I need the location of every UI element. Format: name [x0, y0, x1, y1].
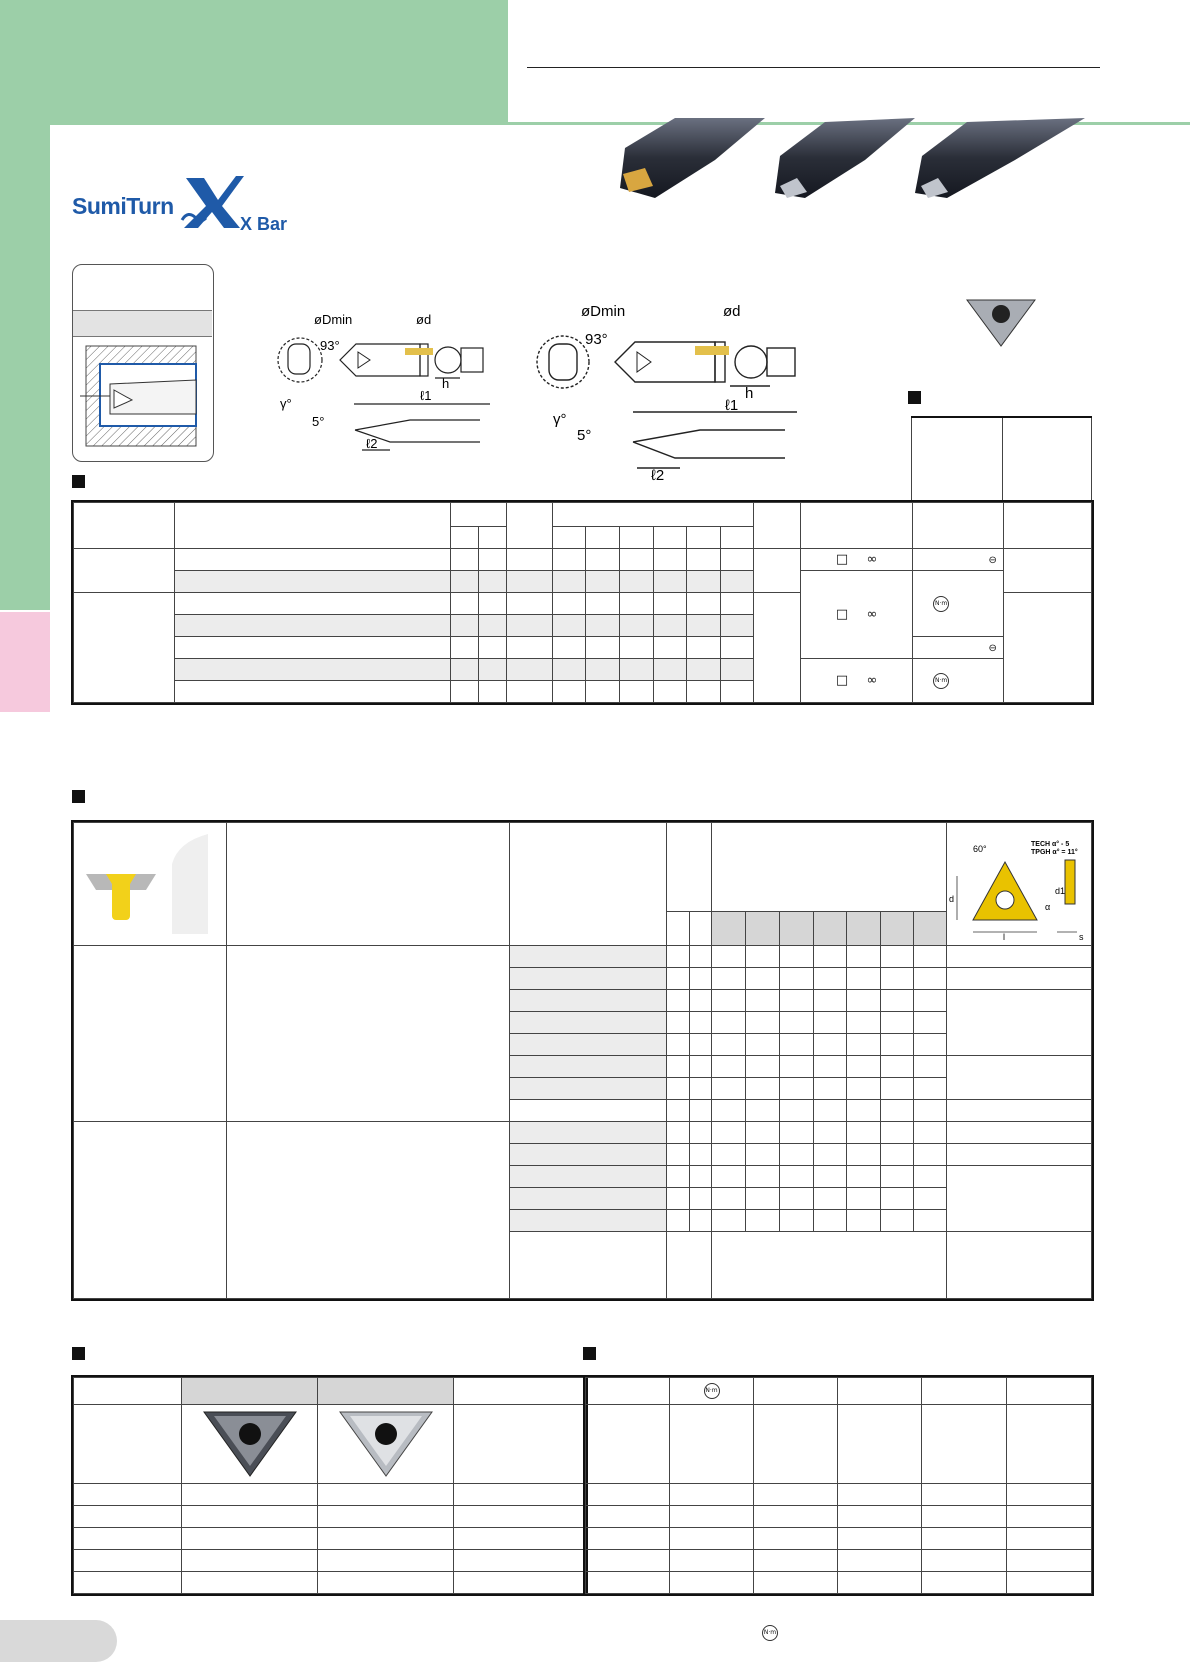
table-row — [586, 1484, 1092, 1506]
section-marker-parts — [908, 391, 921, 404]
table-row — [586, 1550, 1092, 1572]
d-label-large: ød — [723, 303, 741, 320]
h-label: h — [442, 376, 450, 391]
screw-icon: ⊖ — [988, 642, 997, 654]
clamp-square-icon: □ — [835, 607, 849, 622]
gamma-label: γ° — [280, 396, 292, 411]
boring-cross-section-diagram — [80, 340, 202, 452]
insert-spec-table — [73, 822, 1092, 1299]
table-row — [74, 1550, 586, 1572]
insert-angle-label: 60° — [973, 843, 987, 854]
angle-side-label-large: 5° — [577, 427, 592, 444]
table-row — [74, 571, 1092, 593]
insert-note-1: TECH α° - 5 — [1031, 840, 1070, 848]
d-label: ød — [416, 312, 432, 327]
table-row — [74, 1572, 586, 1594]
l1-label-large: ℓ1 — [725, 397, 739, 414]
boring-bar-photos — [615, 118, 1100, 218]
table-row — [74, 1528, 586, 1550]
holder-spec-table — [73, 502, 1092, 703]
insert-note-2: TPGH α° = 11° — [1031, 848, 1078, 856]
l1-label: ℓ1 — [420, 388, 432, 403]
table-row — [74, 1122, 1092, 1144]
insert-thumbnail-icon — [965, 296, 1037, 348]
l2-label: ℓ2 — [366, 436, 378, 451]
header-band — [0, 0, 508, 125]
insert-alpha-label: α — [1045, 901, 1051, 912]
table-row — [74, 1506, 586, 1528]
table-row — [74, 637, 1092, 659]
key-icon: ∞ — [866, 607, 878, 622]
side-band — [0, 125, 50, 610]
insert-s-label: s — [1079, 931, 1084, 942]
table-row — [586, 1528, 1092, 1550]
insert-dimension-diagram — [947, 824, 1091, 942]
inset-label-band — [73, 310, 212, 337]
section-marker-spare-parts — [583, 1347, 596, 1360]
table-row — [74, 1484, 586, 1506]
key-icon: ∞ — [866, 673, 878, 688]
brand-logo-text: SumiTurn — [72, 193, 174, 219]
insert-d-label: d — [949, 893, 955, 904]
torque-icon: N·m — [933, 596, 949, 612]
dmin-label: øDmin — [314, 312, 353, 327]
angle-main-label-large: 93° — [585, 331, 608, 348]
insert-uncoated-icon — [336, 1408, 436, 1478]
table-row — [74, 659, 1092, 681]
section-tab — [0, 612, 50, 712]
table-row — [586, 1572, 1092, 1594]
key-icon: ∞ — [866, 552, 878, 567]
section-marker-insert-types — [72, 1347, 85, 1360]
insert-d1-label: d1 — [1055, 885, 1066, 896]
torque-icon: N·m — [933, 673, 949, 689]
footer-torque-icon: N·m — [762, 1625, 778, 1641]
dmin-label-large: øDmin — [581, 303, 626, 320]
x-logo-mark — [178, 174, 246, 230]
small-bar-drawing — [270, 300, 510, 465]
brand-logo-sub: X Bar — [240, 214, 288, 234]
torque-icon: N·m — [704, 1383, 720, 1399]
angle-main-label: 93° — [320, 338, 340, 353]
section-marker-holders — [72, 475, 85, 488]
insert-coated-icon — [200, 1408, 300, 1478]
h-label-large: h — [745, 385, 754, 402]
parts-header-table — [911, 416, 1092, 503]
gamma-label-large: γ° — [553, 411, 567, 428]
insert-types-table — [73, 1377, 586, 1594]
clamp-square-icon: □ — [835, 552, 849, 567]
spare-parts-table — [585, 1377, 1092, 1594]
table-row — [586, 1506, 1092, 1528]
large-bar-drawing — [525, 300, 825, 490]
l2-label-large: ℓ2 — [651, 467, 665, 484]
insert-l-label: l — [1003, 931, 1006, 942]
title-underline — [527, 67, 1100, 68]
screw-icon: ⊖ — [988, 554, 997, 566]
angle-side-label: 5° — [312, 414, 325, 429]
insert-cross-section-icon — [74, 824, 214, 942]
table-row — [74, 946, 1092, 968]
section-marker-inserts — [72, 790, 85, 803]
table-row — [74, 549, 1092, 571]
page-number-pill — [0, 1620, 117, 1662]
clamp-square-icon: □ — [835, 673, 849, 688]
